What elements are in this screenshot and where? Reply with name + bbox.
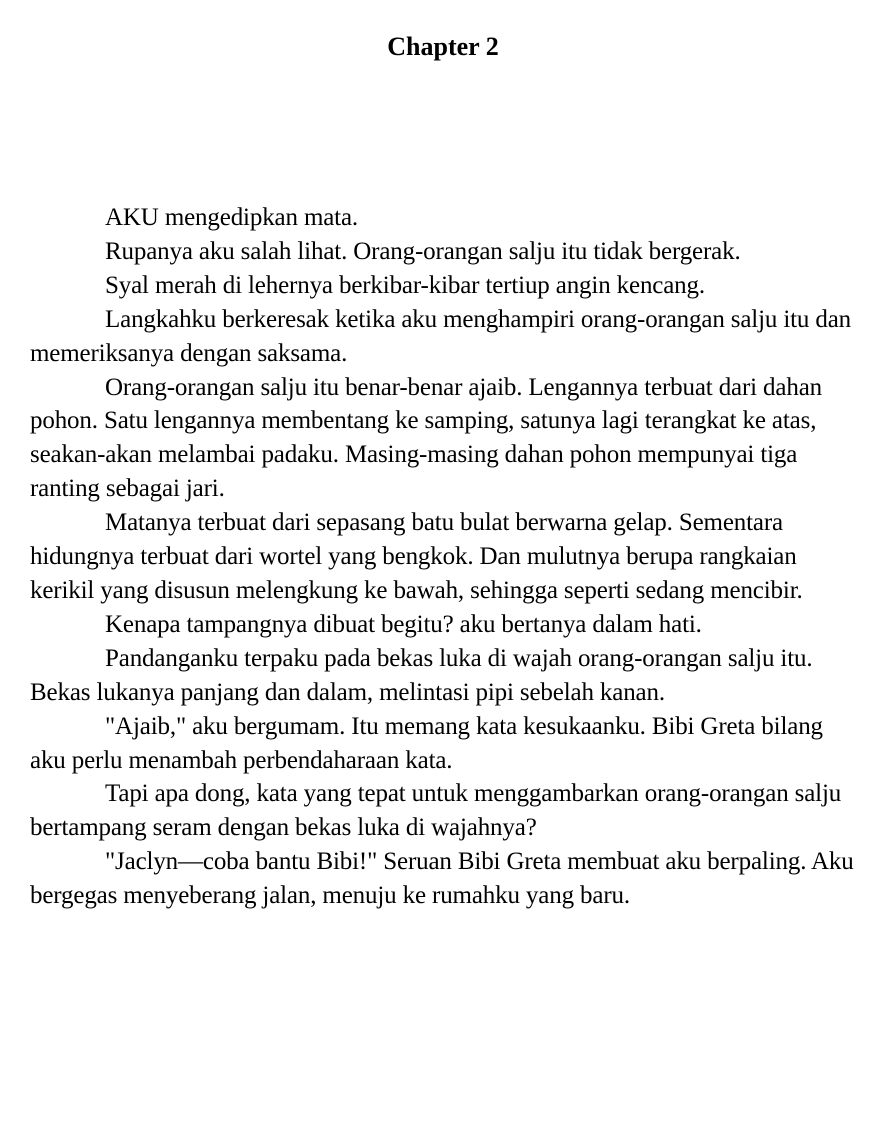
chapter-title: Chapter 2 [387,32,499,61]
paragraph: Syal merah di lehernya berkibar-kibar tertiup angin kencang. [105,271,705,299]
chapter-body [30,201,860,913]
paragraph: Matanya terbuat dari sepasang batu bulat berwarna gelap. Sementara hidungnya terbuat dari wortel yang bengkok. Dan mulutnya berupa rangkaian kerikil yang disusun melengkung ke bawah, sehingga seperti sedang mencibir. [30,509,803,604]
paragraph: Rupanya aku salah lihat. Orang-orangan salju itu tidak bergerak. [105,237,741,265]
paragraph: Orang-orangan salju itu benar-benar ajaib. Lengannya terbuat dari dahan pohon. Satu lengannya membentang ke samping, satunya lagi terangkat ke atas, seakan-akan melambai padaku. Masing-masing dahan pohon mempunyai tiga ranting sebagai jari. [30,373,822,503]
paragraph: Tapi apa dong, kata yang tepat untuk menggambarkan orang-orangan salju bertampang seram dengan bekas luka di wajahnya? [30,780,842,842]
paragraph: "Ajaib," aku bergumam. Itu memang kata kesukaanku. Bibi Greta bilang aku perlu menambah perbendaharaan kata. [30,712,823,774]
paragraph: "Jaclyn—coba bantu Bibi!" Seruan Bibi Greta membuat aku berpaling. Aku bergegas menyeberang jalan, menuju ke rumahku yang baru. [30,848,854,910]
paragraph: AKU mengedipkan mata. [105,204,359,231]
paragraph: Langkahku berkeresak ketika aku menghampiri orang-orangan salju itu dan memeriksanya dengan saksama. [30,305,852,367]
paragraph: Pandanganku terpaku pada bekas luka di wajah orang-orangan salju itu. Bekas lukanya panjang dan dalam, melintasi pipi sebelah kanan. [30,644,813,706]
paragraph: Kenapa tampangnya dibuat begitu? aku bertanya dalam hati. [105,610,702,638]
